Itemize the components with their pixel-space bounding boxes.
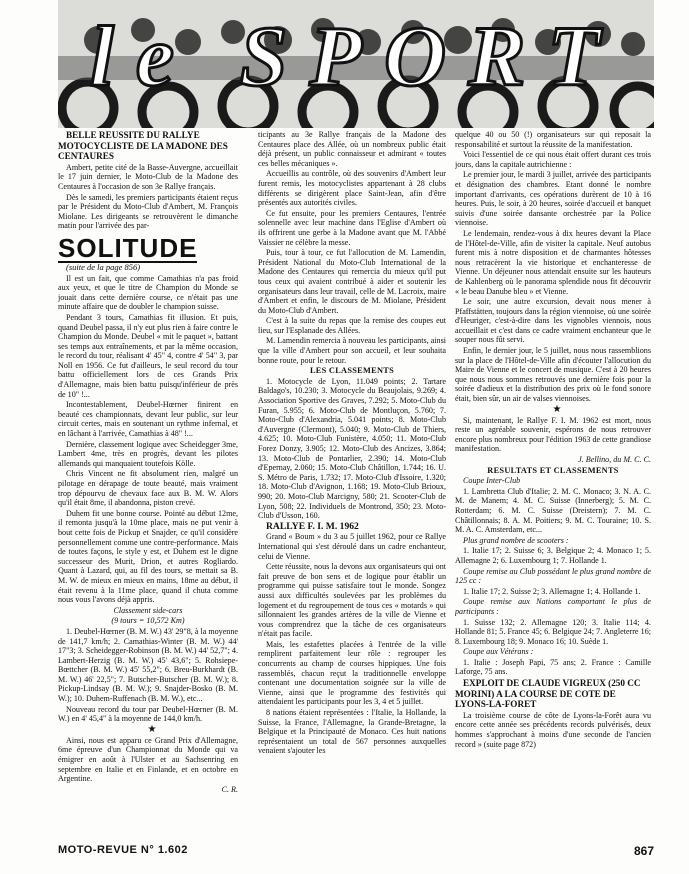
paragraph: C'est à la suite du repas que la remise des coupes eut lieu, sur l'Esplanade des Allées. xyxy=(258,316,446,335)
sport-banner xyxy=(58,0,654,128)
results-title: RESULTATS ET CLASSEMENTS xyxy=(487,465,619,475)
cup-results: 1. Lambretta Club d'Italie; 2. M. C. Monaco; 3. N. A. C. M. de Manem; 4. M. C. Suisse (Innerberg); 5. M. C. Rotterdam; 6. M. C. Suisse (Dreistern); 7. M. C. Châtillonnais; 8. A. M. Poitiers; 9. M. C. Touraine; 10. S. M. A. C. Amsterdam, etc... xyxy=(455,486,651,535)
cup-title: Coupe remise au Club possédant le plus grand nombre de 125 cc : xyxy=(455,566,651,586)
cup-title: Coupe Inter-Club xyxy=(463,476,521,486)
column-1 xyxy=(58,130,238,840)
classements-title: LES CLASSEMENTS xyxy=(309,366,395,376)
classement-list: 1. Deubel-Hœrner (B. M. W.) 43' 29"8, à la moyenne de 141,7 km/h; 2. Camathias-Winter (B. M. W.) 44' 17"3; 3. Scheidegger-Robinson (B. M. W.) 44' 52,7"; 4. Lambert-Herzig (B. M. W.) 45' 43,6"; 5. Rohsiepe-Bœttcher (B. M. W.) 45' 55,2"; 6. Breu-Burkhardt (B. M. W.) 46' 22,5"; 7. Butscher-Butscher (B. M. W.); 8. Pickup-Lindsay (B. M. W.); 9. Snajder-Bosko (B. M. W.); 10. Duhem-Ruffenach (B. M. W.), etc... xyxy=(58,626,238,704)
paragraph: Ainsi, nous est apparu ce Grand Prix d'Allemagne, 6me épreuve d'un Championnat du Monde qui va émigrer en août à l'Ulster et au Sachsenring en septembre en Italie et en Finlande, et en octobre en Argentine. xyxy=(58,735,238,784)
headline-exploit-vigreux: EXPLOIT DE CLAUDE VIGREUX (250 CC MORINI) A LA COURSE DE COTE DE LYONS-LA-FORET xyxy=(455,678,641,710)
paragraph: quelque 40 ou 50 (!) organisateurs sur qui reposait la responsabilité et surtout la réussite de la manifestation. xyxy=(455,130,651,149)
signature: C. R. xyxy=(221,784,238,794)
cup-title: Coupe aux Vétérans : xyxy=(463,647,534,657)
paragraph: Cette réussite, nous la devons aux organisateurs qui ont fait preuve de bon sens et de logique pour établir un programme qui puisse satisfaire tout le monde. Songez aussi aux difficultés soulevées par les problèmes du logement et du regroupement de tous ces « motards » qui sillonnaient les grandes artères de la ville de Vienne et vous comprendrez que la tâche de ces organisateurs n'était pas facile. xyxy=(258,562,446,639)
paragraph: Grand « Boum » du 3 au 5 juillet 1962, pour ce Rallye International qui s'est déroulé dans un cadre enchanteur, celui de Vienne. xyxy=(258,532,446,561)
cup-results: 1. Italie 17; 2. Suisse 6; 3. Belgique 2; 4. Monaco 1; 5. Allemagne 2; 6. Luxembourg 1; 7. Hollande 1. xyxy=(455,546,651,565)
page-number: 867 xyxy=(633,844,654,858)
continued-from: (suite de la page 856) xyxy=(66,261,141,272)
banner-title: le SPORT xyxy=(90,8,622,104)
classements-list: 1. Motocycle de Lyon, 11.049 points; 2. Tartare Baldago's, 10.230; 3. Motocycle du Beaujolais, 9.269; 4. Association Sportive des Graves, 7.292; 5. Moto-Club du Furan, 5.955; 6. Moto-Club de Montluçon, 5.760; 7. Moto-Club d'Alexandria, 5.041 points; 8. Moto-Club d'Auvergne (Clermont), 5.040; 9. Moto-Club de Thiers, 4.625; 10. Moto-Club Funistère, 4.050; 11. Moto-Club Forez Donzy, 3.905; 12. Moto-Club des Ancizes, 3.864; 13. Moto-Club de Pontarlier, 2.390; 14. Moto-Club d'Epernay, 2.060; 15. Moto-Club Châtillon, 1.744; 16. U. S. Métro de Paris, 1.732; 17. Moto-Club d'Issoire, 1.320; 18. Moto-Club d'Avignon, 1.168; 19. Moto-Club Brioux, 990; 20. Moto-Club Marcigny, 580; 21. Scooter-Club de Lyon, 508; 22. Individuels de Montrond, 350; 23. Moto-Club d'Usson, 160. xyxy=(258,376,446,521)
magazine-issue: MOTO-REVUE N° 1.602 xyxy=(58,844,188,856)
star-separator: ★ xyxy=(147,723,157,735)
solitude-title: SOLITUDE xyxy=(58,232,198,263)
paragraph: Accueillis au contrôle, où des souvenirs d'Ambert leur furent remis, les motocyclistes appartenant à 28 clubs différents se dirigèrent place Saint-Jean, afin d'être présentés aux autorités civiles. xyxy=(258,169,446,208)
paragraph: Incontestablement, Deubel-Hœrner finirent en beauté ces championnats, devant leur public, sur leur circuit certes, mais en soutenant un rythme infernal, et en lâchant à l'arrivée, Camathias à 48" !... xyxy=(58,400,238,439)
paragraph: Ce fut ensuite, pour les premiers Centaures, l'entrée solennelle avec leur machine dans l'Eglise d'Ambert où ils offrirent une gerbe à la Madone avant que M. l'Abbé Vaissier ne célèbre la messe. xyxy=(258,208,446,247)
paragraph: Puis, tour à tour, ce fut l'allocution de M. Lamendin, Président National du Moto-Club International de la Madone des Centaures qui remercia du mieux qu'il put tous ceux qui avaient contribué à aider et soutenir les organisateurs dans leur travail, celle de M. Lacroix, maire d'Ambert et enfin, le discours de M. Miolane, Président du Moto-Club d'Ambert. xyxy=(258,248,446,315)
cup-title: Coupe remise aux Nations comportant le plus de participants : xyxy=(455,597,651,616)
classement-subtitle: (9 tours = 10,572 Km) xyxy=(111,616,185,626)
paragraph: Chris Vincent ne fit absolument rien, malgré un pilotage en dérapage de toute beauté, mais vraiment trop dépourvu de chevaux face aux B. M. W. Alors qu'il était 8me, il abandonna, piston crevé. xyxy=(58,469,238,508)
paragraph: Le lendemain, rendez-vous à dix heures devant la Place de l'Hôtel-de-Ville, afin de visiter la capitale. Neuf autobus furent mis à notre disposition et de charmantes hôtesses nous retracèrent la vie historique et enchanteresse de Vienne. Un déjeuner nous attendait ensuite sur les hauteurs de Kahlenberg où le panorama splendide nous fit découvrir « le beau Danube bleu » et Vienne. xyxy=(455,228,651,296)
star-separator: ★ xyxy=(552,403,562,415)
cup-results: 1. Suisse 132; 2. Allemagne 120; 3. Italie 114; 4. Hollande 81; 5. France 45; 6. Belgique 24; 7. Angleterre 16; 8. Luxembourg 18; 9. Monaco 16; 10. Suède 1. xyxy=(455,617,651,646)
cup-results: 1. Italie : Joseph Papi, 75 ans; 2. France : Camille Laforge, 75 ans. xyxy=(455,657,651,677)
paragraph: Duhem fit une bonne course. Pointé au début 12me, il remonta jusqu'à la 10me place, mais ne put venir à bout cette fois de Pickup et Snajder, ce qu'il considère personnellement comme une contre-performance. Mais de toutes façons, le style y est, et Duhem est le digne successeur des Murit, Drion, et autres Rogliardo. Quant à Lazard, qui, au fil des tours, se mettait sa B. M. W. de mieux en mieux en mains, 18me au début, il était revenu à la 11me place, quand il chuta comme nous vous l'avons déjà appris. xyxy=(58,508,238,605)
paragraph: Dès le samedi, les premiers participants étaient reçus par le Président du Moto-Club d'Ambert, M. François Miolane. Les dirigeants se retrouvèrent le dimanche matin pour l'arrivée des par- xyxy=(58,192,238,231)
paragraph: Voici l'essentiel de ce qui nous était offert durant ces trois jours, dans la capitale autrichienne : xyxy=(455,150,651,169)
column-2 xyxy=(258,130,446,840)
paragraph: Enfin, le dernier jour, le 5 juillet, nous nous rassemblions sur la place de l'Hôtel-de-Ville afin d'écouter l'allocution du Maire de Vienne et le concert de musique. C'est à 20 heures que nous nous sommes retrouvés une dernière fois pour la soirée d'adieux et la distribution des prix où le fond sonore était, bien sûr, un air de valses viennoises. xyxy=(455,346,651,404)
paragraph: Dernière, classement logique avec Scheidegger 3me, Lambert 4me, très en progrès, devant les pilotes allemands qui manquaient toutefois Kölle. xyxy=(58,439,238,468)
column-3 xyxy=(455,130,651,850)
paragraph: M. Lamendin remercia à nouveau les participants, ainsi que la ville d'Ambert pour son accueil, et leur souhaita bonne route, pour le retour. xyxy=(258,336,446,365)
headline-rallye-madone: BELLE REUSSITE DU RALLYE MOTOCYCLISTE DE LA MADONE DES CENTAURES xyxy=(58,130,228,162)
paragraph: ticipants au 3e Rallye français de la Madone des Centaures place des Allée, où un nombreux public était déjà présent, un public connaisseur et admirant « toutes ces belles mécaniques ». xyxy=(258,130,446,168)
paragraph: Nouveau record du tour par Deubel-Hœrner (B. M. W.) en 4' 45,4" à la moyenne de 144,0 km/h. xyxy=(58,704,238,724)
paragraph: 8 nations étaient représentées : l'Italie, la Hollande, la Suisse, la France, l'Allemagne, la Grande-Bretagne, la Belgique et la Principauté de Monaco. Ces huit nations représentaient un total de 567 personnes auxquelles venaient s'ajouter les xyxy=(258,708,446,756)
classement-title: Classement side-cars xyxy=(113,605,183,615)
cup-results: 1. Italie 17; 2. Suisse 2; 3. Allemagne 1; 4. Hollande 1. xyxy=(463,586,641,596)
paragraph: Le premier jour, le mardi 3 juillet, arrivée des participants et désignation des chambres. Etant donné le nombre important d'arrivants, ces opérations durèrent de 10 à 16 heures. Puis, le soir, à 20 heures, soirée d'accueil et banquet suivis d'une soirée dansante orchestrée par la Police viennoise. xyxy=(455,170,651,228)
paragraph: Mais, les estafettes placées à l'entrée de la ville remplirent parfaitement leur rôle : regrouper les concurrents au champ de courses hippiques. Une fois rassemblés, chacun reçut la traditionnelle enveloppe contenant une documentation soignée sur la ville de Vienne, ainsi que le programme des festivités qui attendaient les participants pour les 3, 4 et 5 juillet. xyxy=(258,639,446,707)
paragraph: Le soir, une autre excursion, devait nous mener à Pfaffstätten, toujours dans la région viennoise, où une soirée d'Heuriger, c'est-à-dire dans les vignobles viennois, nous accueillait et c'est dans ce cadre vraiment enchanteur que le souper nous fût servi. xyxy=(455,297,651,345)
paragraph: La troisième course de côte de Lyons-la-Forêt aura vu encore cette année ses précédents records pulvérisés, deux hommes s'approchant à moins d'une seconde de l'ancien record » (suite page 872) xyxy=(455,710,651,749)
cup-title: Plus grand nombre de scooters : xyxy=(463,535,569,545)
page-footer xyxy=(58,844,654,862)
rallye-fim-title: RALLYE F. I. M. 1962 xyxy=(266,520,359,532)
author-credit: J. Bellino, du M. C. C. xyxy=(578,455,651,464)
paragraph: Il est un fait, que comme Camathias n'a pas froid aux yeux, et que le titre de Champion du Monde se jouait dans cette dernière course, ce n'était pas une minute affaire que de doubler le champion suisse. xyxy=(58,273,238,312)
paragraph: Ambert, petite cité de la Basse-Auvergne, accueillait le 17 juin dernier, le Moto-Club de la Madone des Centaures à l'occasion de son 3e Rallye français. xyxy=(58,162,238,191)
paragraph: Pendant 3 tours, Camathias fit illusion. Et puis, quand Deubel passa, il n'y eut plus rien à faire contre le Champion du Monde. Deubel « mit le paquet », battant ses temps aux entraînements, et par la même occasion, le record du tour, réalisant 4' 45" 4, contre 4' 54" 3, par Noll en 1956. Ce fut d'ailleurs, le seul record du tour battu officiellement lors de ces Grands Prix d'Allemagne, mais bien battu puisqu'inférieur de près de 10" !... xyxy=(58,312,238,399)
paragraph: Si, maintenant, le Rallye F. I. M. 1962 est mort, nous reste un agréable souvenir, espérons de nous retrouver encore plus nombreux pour l'édition 1963 de cette grandiose manifestation. xyxy=(455,415,651,454)
